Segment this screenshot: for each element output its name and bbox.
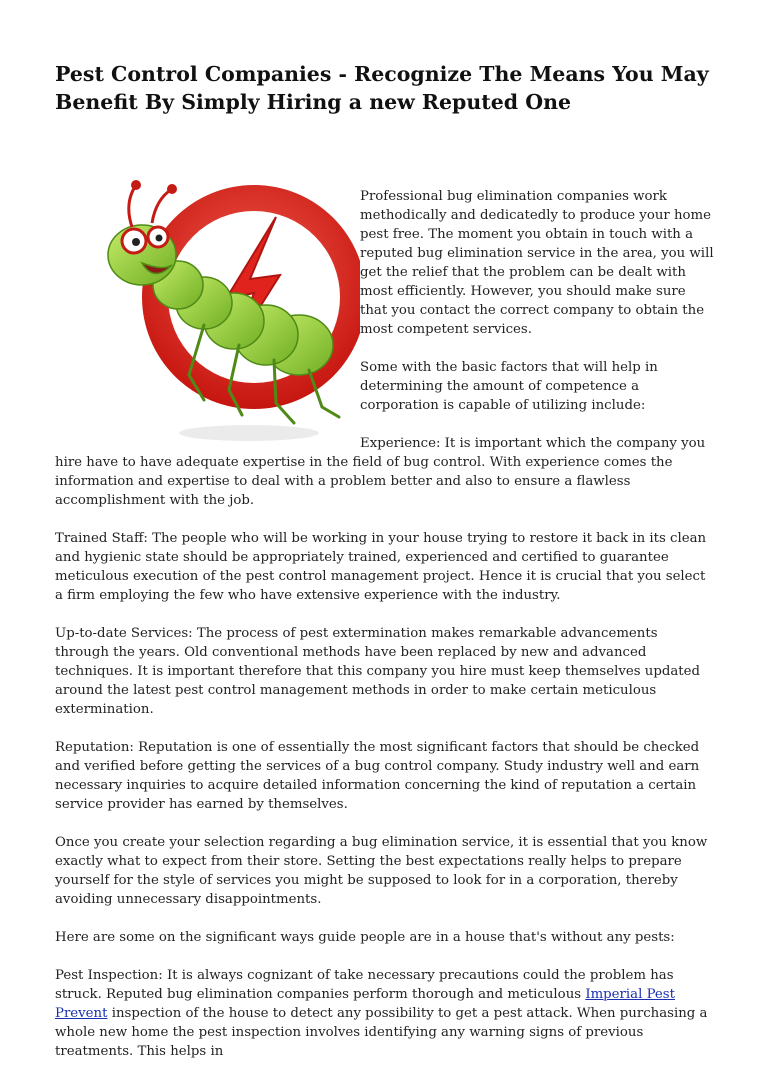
no-pest-bug-icon <box>54 175 360 445</box>
page-title: Pest Control Companies - Recognize The Means You May Benefit By Simply Hiring a new Reputed One <box>55 62 709 114</box>
paragraph-reputation: Reputation: Reputation is one of essentially the most significant factors that should be checked and verified before getting the services of a bug control company. Study industry well and earn necessary inquiries to acquire detailed information concerning the kind of reputation a certain service provider has earned by themselves. <box>55 740 700 812</box>
article-body <box>55 187 715 1080</box>
paragraph-intro: Professional bug elimination companies work methodically and dedicatedly to produce your home pest free. The moment you obtain in touch with a reputed bug elimination service in the area, you will get the relief that the problem can be dealt with most efficiently. However, you should make sure that you contact the correct company to obtain the most competent services. <box>360 189 714 337</box>
inspection-text-after: inspection of the house to detect any possibility to get a pest attack. When purchasing a whole new home the pest inspection involves identifying any warning signs of previous treatments. This helps in <box>55 1006 708 1059</box>
paragraph-pest-inspection <box>55 966 715 1061</box>
paragraph-up-to-date: Up-to-date Services: The process of pest extermination makes remarkable advancements through the years. Old conventional methods have been replaced by new and advanced techniques. It is important therefore that this company you hire must keep themselves updated around the latest pest control management methods in order to make certain meticulous extermination. <box>55 626 701 717</box>
paragraph-factors: Some with the basic factors that will help in determining the amount of competence a corporation is capable of utilizing include: <box>360 360 658 413</box>
imperial-pest-prevent-link[interactable]: Imperial Pest Prevent <box>55 987 675 1021</box>
paragraph-experience: Experience: It is important which the company you hire have to have adequate expertise in the field of bug control. With experience comes the information and expertise to deal with a problem better and also to ensure a flawless accomplishment with the job. <box>55 436 706 508</box>
paragraph-ways: Here are some on the significant ways guide people are in a house that's without any pests: <box>55 930 675 945</box>
inspection-text-before: Pest Inspection: It is always cognizant of take necessary precautions could the problem has struck. Reputed bug elimination companies perform thorough and meticulous <box>55 968 674 1002</box>
paragraph-trained-staff: Trained Staff: The people who will be working in your house trying to restore it back in its clean and hygienic state should be appropriately trained, experienced and certified to guarantee meticulous execution of the pest control management project. Hence it is crucial that you select a firm employing the few who have extensive experience with the industry. <box>55 531 707 603</box>
paragraph-selection: Once you create your selection regarding a bug elimination service, it is essential that you know exactly what to expect from their store. Setting the best expectations really helps to prepare yourself for the style of services you might be supposed to look for in a corporation, thereby avoiding unnecessary disappointments. <box>55 835 708 907</box>
